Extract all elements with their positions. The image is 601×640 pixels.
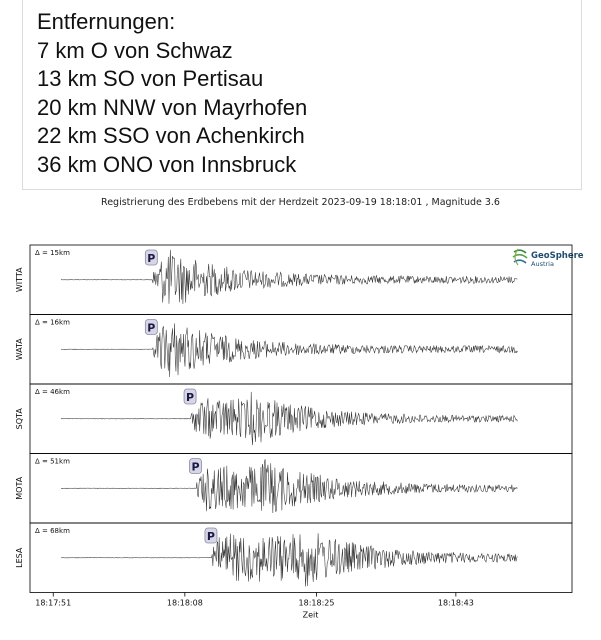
distance-line: 36 km ONO von Innsbruck: [37, 151, 297, 177]
waveform-line: [61, 392, 517, 445]
chart-title: Registrierung des Erdbebens mit der Herdzeit 2023-09-19 18:18:01 , Magnitude 3.6: [101, 197, 500, 208]
distance-label: Δ = 15km: [35, 249, 70, 257]
distance-line: 7 km O von Schwaz: [37, 37, 233, 63]
geosphere-logo-icon: [513, 249, 527, 265]
p-phase-marker: [145, 320, 157, 335]
trace-panel: [15, 315, 572, 385]
distances-heading: Entfernungen:: [37, 9, 176, 34]
p-phase-label: P: [191, 460, 200, 474]
waveform-line: [61, 323, 517, 377]
distance-line: 13 km SO von Pertisau: [37, 66, 264, 91]
trace-panel: [15, 384, 572, 454]
station-label: WITTA: [15, 267, 24, 293]
waveform-line: [61, 533, 517, 586]
distance-label: Δ = 46km: [35, 388, 70, 396]
distance-label: Δ = 68km: [35, 527, 70, 535]
distance-label: Δ = 16km: [35, 318, 70, 327]
x-tick-label: 18:18:08: [166, 598, 203, 608]
p-phase-marker: [205, 528, 217, 543]
x-axis-label: Zeit: [302, 610, 319, 620]
p-phase-marker: [184, 389, 196, 404]
station-label: LESA: [15, 547, 24, 568]
trace-panel: [15, 245, 572, 315]
distance-label: Δ = 51km: [35, 457, 70, 466]
station-label: SQTA: [15, 408, 24, 430]
x-tick-label: 18:18:25: [298, 598, 335, 608]
x-tick-label: 18:18:43: [437, 598, 474, 608]
distance-line: 20 km NNW von Mayrhofen: [37, 94, 308, 120]
p-phase-label: P: [147, 252, 156, 265]
distance-line: 22 km SSO von Achenkirch: [37, 123, 305, 148]
station-label: MOTA: [15, 476, 24, 500]
x-tick-label: 18:17:51: [35, 598, 72, 608]
waveform-line: [61, 250, 517, 304]
waveform-line: [61, 459, 517, 513]
p-phase-label: P: [206, 530, 215, 543]
geosphere-logo: [513, 249, 584, 268]
p-phase-label: P: [147, 321, 156, 335]
geosphere-logo-sub: Austria: [531, 260, 554, 268]
p-phase-marker: [145, 250, 157, 265]
p-phase-label: P: [186, 391, 195, 404]
geosphere-logo-name: GeoSphere: [531, 251, 584, 261]
trace-panel: [15, 523, 572, 593]
station-label: WATA: [15, 338, 24, 361]
p-phase-marker: [189, 459, 201, 474]
trace-panel: [15, 454, 572, 524]
